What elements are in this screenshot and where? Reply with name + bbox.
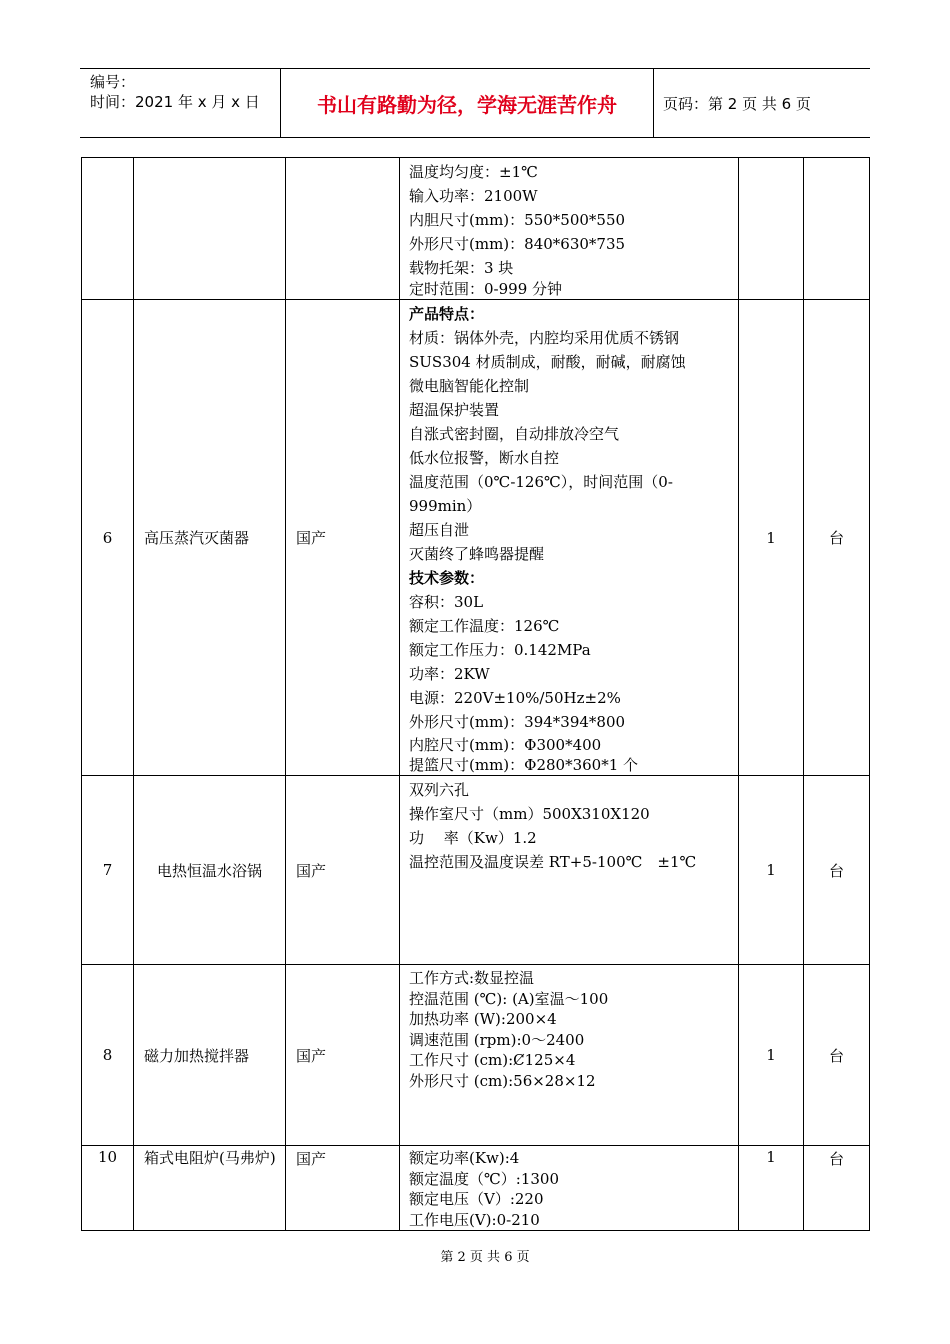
table-row [82, 1146, 870, 1231]
spec-line: 提篮尺寸(mm)：Φ280*360*1 个 [409, 756, 639, 774]
spec-line: 超压自泄 [409, 521, 470, 539]
number-label: 编号： [90, 73, 136, 91]
spec-cell [400, 300, 739, 776]
table-row [82, 965, 870, 1146]
spec-line: 温控范围及温度误差 RT+5-100℃ ±1℃ [409, 853, 697, 871]
spec-line: 额定温度（℃）:1300 [409, 1169, 560, 1188]
quantity: 1 [739, 965, 804, 1146]
spec-line: 999min） [409, 497, 482, 515]
row-number: 7 [82, 776, 134, 965]
spec-line: 材质：锅体外壳，内腔均采用优质不锈钢 [409, 329, 680, 347]
table-row [82, 300, 870, 776]
spec-line: 温度范围（0℃-126℃），时间范围（0- [409, 473, 673, 491]
spec-line: 额定功率(Kw):4 [409, 1149, 520, 1167]
spec-line: 功 率（Kw）1.2 [409, 829, 537, 847]
row-number [82, 158, 134, 300]
quantity: 1 [739, 300, 804, 776]
spec-line: 外形尺寸(mm)：840*630*735 [409, 235, 626, 253]
spec-line: 内腔尺寸(mm)：Φ300*400 [409, 736, 602, 754]
equipment-name: 电热恒温水浴锅 [134, 776, 286, 965]
spec-line: 外形尺寸 (cm):56×28×12 [409, 1071, 596, 1090]
spec-line: 自涨式密封圈，自动排放冷空气 [409, 425, 620, 443]
equipment-name: 高压蒸汽灭菌器 [134, 300, 286, 776]
row-number: 8 [82, 965, 134, 1146]
spec-cell [400, 1146, 739, 1231]
table-row [82, 158, 870, 300]
spec-line: 双列六孔 [409, 781, 470, 799]
spec-heading: 产品特点： [409, 305, 485, 323]
origin: 国产 [286, 1146, 400, 1231]
spec-line: 加热功率 (W):200×4 [409, 1010, 557, 1028]
spec-line: 额定工作温度：126℃ [409, 617, 560, 635]
unit: 台 [804, 1146, 870, 1231]
equipment-name: 磁力加热搅拌器 [134, 965, 286, 1146]
spec-line: 操作室尺寸（mm）500X310X120 [409, 805, 650, 823]
spec-line: 外形尺寸(mm)：394*394*800 [409, 713, 626, 731]
spec-line: SUS304 材质制成，耐酸，耐碱，耐腐蚀 [409, 353, 686, 371]
spec-line: 内胆尺寸(mm)：550*500*550 [409, 211, 626, 229]
row-number: 10 [82, 1146, 134, 1231]
page-header [80, 68, 870, 138]
spec-line: 容积：30L [409, 593, 484, 611]
motto: 书山有路勤为径，学海无涯苦作舟 [281, 69, 654, 137]
spec-line: 功率：2KW [409, 665, 490, 683]
spec-line: 工作电压(V):0-210 [409, 1210, 540, 1229]
quantity: 1 [739, 1146, 804, 1231]
origin [286, 158, 400, 300]
time-label: 时间：2021 年 x 月 x 日 [90, 93, 260, 111]
unit: 台 [804, 965, 870, 1146]
spec-line: 定时范围：0-999 分钟 [409, 280, 563, 298]
equipment-name: 箱式电阻炉(马弗炉) [134, 1146, 286, 1231]
spec-line: 工作尺寸 (cm):Ȼ125×4 [409, 1051, 576, 1069]
spec-line: 温度均匀度：±1℃ [409, 163, 538, 181]
equipment-name [134, 158, 286, 300]
spec-heading: 技术参数： [409, 569, 485, 587]
header-meta [80, 69, 281, 137]
row-number: 6 [82, 300, 134, 776]
spec-cell [400, 965, 739, 1146]
spec-line: 工作方式:数显控温 [409, 969, 535, 987]
spec-line: 微电脑智能化控制 [409, 377, 530, 395]
spec-line: 灭菌终了蜂鸣器提醒 [409, 545, 545, 563]
spec-line: 控温范围 (℃): (A)室温～100 [409, 989, 609, 1008]
spec-cell [400, 776, 739, 965]
spec-line: 输入功率：2100W [409, 187, 538, 205]
spec-line: 额定工作压力：0.142MPa [409, 641, 591, 659]
spec-line: 调速范围 (rpm):0～2400 [409, 1030, 585, 1049]
equipment-table [81, 157, 870, 1231]
spec-line: 额定电压（V）:220 [409, 1190, 544, 1208]
quantity: 1 [739, 776, 804, 965]
unit: 台 [804, 776, 870, 965]
spec-line: 电源：220V±10%/50Hz±2% [409, 689, 621, 707]
unit [804, 158, 870, 300]
table-row [82, 776, 870, 965]
spec-line: 超温保护装置 [409, 401, 500, 419]
origin: 国产 [286, 965, 400, 1146]
quantity [739, 158, 804, 300]
unit: 台 [804, 300, 870, 776]
spec-line: 低水位报警，断水自控 [409, 449, 560, 467]
spec-line: 载物托架：3 块 [409, 259, 514, 277]
page-label: 页码：第 2 页 共 6 页 [663, 94, 811, 113]
origin: 国产 [286, 300, 400, 776]
origin: 国产 [286, 776, 400, 965]
spec-cell [400, 158, 739, 300]
page-footer: 第 2 页 共 6 页 [440, 1250, 530, 1265]
